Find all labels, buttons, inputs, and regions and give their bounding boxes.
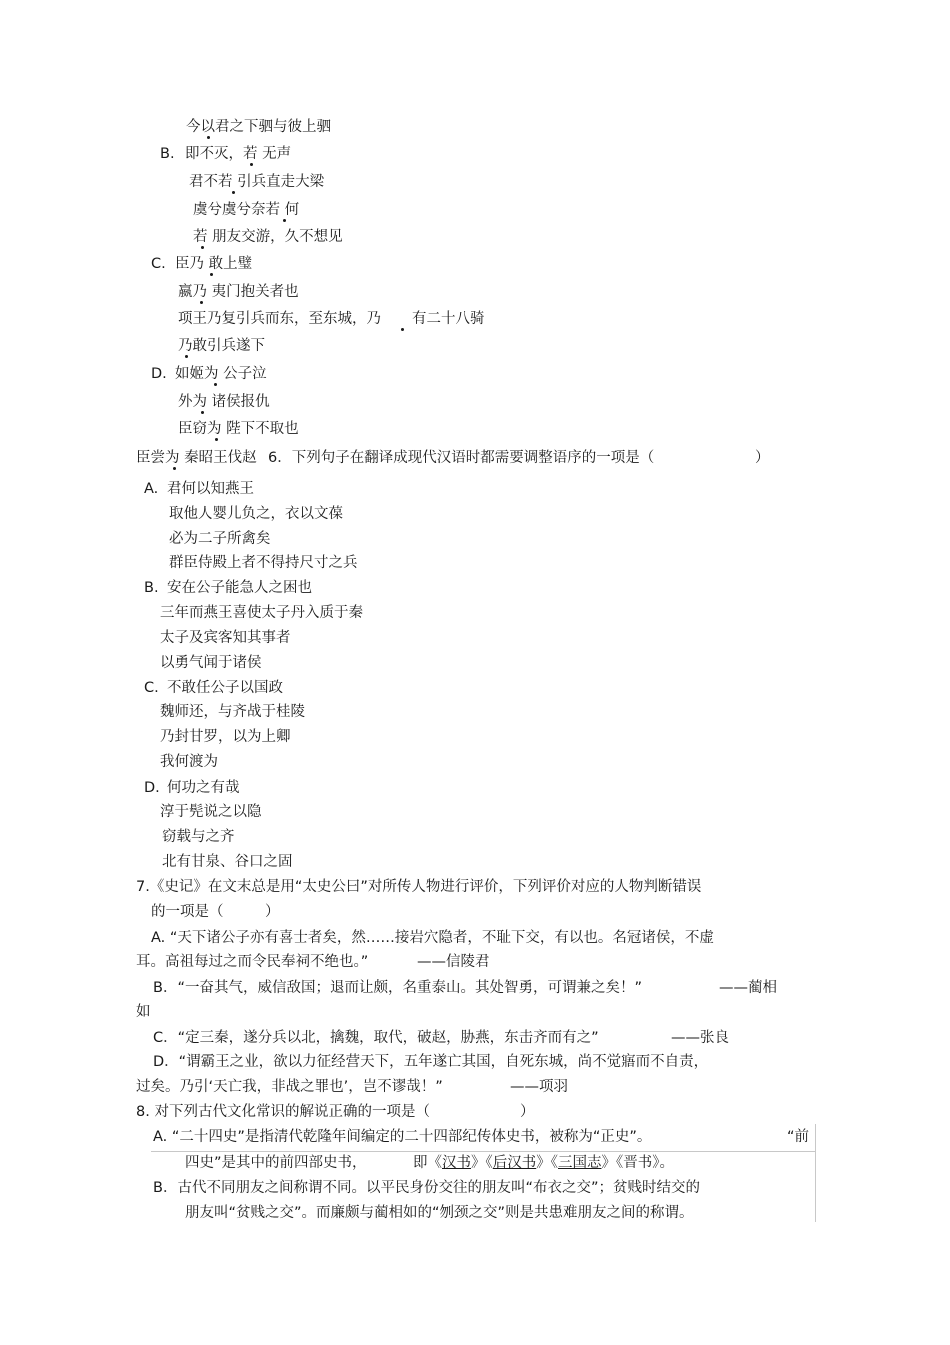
q7-stem-line1: 7.《史记》在文末总是用“太史公曰”对所传人物进行评价，下列评价对应的人物判断错误 xyxy=(136,879,702,895)
q8-books-suffix: 》《晋书》。 xyxy=(601,1155,674,1171)
emphasis-dot xyxy=(201,246,204,249)
q7-option-d-line1: D．“谓霸王之业，欲以力征经营天下，五年遂亡其国，自死东城，尚不觉寤而不自责， xyxy=(153,1054,709,1070)
q8-option-a-books xyxy=(413,1153,674,1173)
q7-option-a-line1: A. “天下诸公子亦有喜士者矣，然……接岩穴隐者，不耻下交，有以也。名冠诸侯，不虚 xyxy=(151,930,714,946)
emphasis-dot xyxy=(201,411,204,414)
emphasis-dot xyxy=(283,219,286,222)
q7-option-b-person: ——蔺相 xyxy=(719,980,777,996)
emphasis-dot xyxy=(173,467,176,470)
q7-option-c-person: ——张良 xyxy=(671,1030,729,1046)
q6-option-c-line3: 乃封甘罗，以为上卿 xyxy=(160,729,291,745)
q7-option-a-line2: 耳。高祖每过之而令民奉祠不绝也。” xyxy=(136,954,369,970)
q7-option-c-line1: C．“定三秦，遂分兵以北，擒魏，取代，破赵，胁燕，东击齐而有之” xyxy=(153,1030,599,1046)
q6-option-c-line2: 魏师还，与齐战于桂陵 xyxy=(160,704,305,720)
q6-option-b-line2: 三年而燕王喜使太子丹入质于秦 xyxy=(160,605,363,621)
q6-option-d-line1: 何功之有哉 xyxy=(167,780,240,796)
q5-option-c-line3b: 有二十八骑 xyxy=(412,311,485,327)
q6-option-d-line4: 北有甘泉、谷口之固 xyxy=(162,854,293,870)
q6-option-a-line3: 必为二子所禽矣 xyxy=(169,531,271,547)
q6-option-d-line2: 淳于髡说之以隐 xyxy=(160,804,262,820)
q8-option-a-line2: 四史”是其中的前四部史书， xyxy=(185,1155,367,1171)
book-hanshu: 汉书 xyxy=(442,1155,471,1171)
emphasis-dot xyxy=(185,355,188,358)
q5-option-c-line1: 臣乃 敢上璧 xyxy=(175,256,253,272)
emphasis-dot xyxy=(401,328,404,331)
book-houhanshu: 后汉书 xyxy=(492,1155,537,1171)
q6-option-c-line4: 我何渡为 xyxy=(160,754,218,770)
q5-option-c-line4: 乃敢引兵遂下 xyxy=(178,338,265,354)
q6-option-a-label: A. xyxy=(144,481,159,497)
q7-option-b-line1: B．“一奋其气，威信敌国；退而让颇，名重泰山。其处智勇，可谓兼之矣！” xyxy=(153,980,642,996)
q6-option-d-line3: 窃载与之齐 xyxy=(162,829,235,845)
q5-option-d-line3: 臣窃为 陛下不取也 xyxy=(178,421,299,437)
q5-option-d-line2: 外为 诸侯报仇 xyxy=(178,394,270,410)
book-sanguozhi: 三国志 xyxy=(558,1155,602,1171)
q8-stem-paren-close: ） xyxy=(520,1104,535,1120)
q6-option-c-label: C. xyxy=(144,680,159,696)
q7-option-b-line2: 如 xyxy=(136,1004,151,1020)
q8-books-sep1: 》《 xyxy=(471,1155,493,1171)
emphasis-dot xyxy=(250,163,253,166)
q5-option-d-line4: 臣尝为 秦昭王伐赵 xyxy=(136,450,257,466)
emphasis-dot xyxy=(232,191,235,194)
q5-option-c-label: C. xyxy=(151,256,166,272)
q6-option-a-line2: 取他人婴儿负之，衣以文葆 xyxy=(169,506,343,522)
emphasis-dot xyxy=(200,301,203,304)
q5-option-b-line2: 君不若 引兵直走大梁 xyxy=(189,174,325,190)
q7-stem-line2: 的一项是（ xyxy=(151,904,224,920)
q8-books-sep2: 》《 xyxy=(536,1155,558,1171)
q5-option-b-line1: 即不灭，若 无声 xyxy=(185,146,292,162)
q5-option-d-label: D. xyxy=(151,366,167,382)
q6-paren-close: ） xyxy=(755,450,770,466)
q6-option-a-line1: 君何以知燕王 xyxy=(167,481,254,497)
q5-option-b-line3: 虞兮虞兮奈若 何 xyxy=(193,202,300,218)
emphasis-dot xyxy=(214,383,217,386)
emphasis-dot xyxy=(215,438,218,441)
q7-option-a-person: ——信陵君 xyxy=(417,954,490,970)
q6-option-a-line4: 群臣侍殿上者不得持尺寸之兵 xyxy=(169,555,358,571)
q6-stem: 6．下列句子在翻译成现代汉语时都需要调整语序的一项是（ xyxy=(268,450,655,466)
q5-option-b-label: B. xyxy=(160,146,175,162)
q8-option-a-line1: A. “二十四史”是指清代乾隆年间编定的二十四部纪传体史书，被称为“正史”。 xyxy=(153,1129,652,1145)
q8-option-a-line1-end: “前 xyxy=(787,1129,810,1145)
q5-option-a-line4: 今以君之下驷与彼上驷 xyxy=(186,119,331,135)
q6-option-c-line1: 不敢任公子以国政 xyxy=(167,680,283,696)
q5-option-d-line1: 如姬为 公子泣 xyxy=(175,366,267,382)
q6-option-b-label: B. xyxy=(144,580,159,596)
q7-option-d-person: ——项羽 xyxy=(510,1079,568,1095)
q6-option-b-line1: 安在公子能急人之困也 xyxy=(167,580,312,596)
q8-option-b-line1: B．古代不同朋友之间称谓不同。以平民身份交往的朋友叫“布衣之交”；贫贱时结交的 xyxy=(153,1180,700,1196)
q6-option-d-label: D. xyxy=(144,780,160,796)
emphasis-dot xyxy=(207,136,210,139)
table-border-top xyxy=(151,1151,816,1152)
q8-stem: 8. 对下列古代文化常识的解说正确的一项是（ xyxy=(136,1104,430,1120)
q5-option-c-line3a: 项王乃复引兵而东，至东城，乃 xyxy=(178,311,381,327)
q6-option-b-line4: 以勇气闻于诸侯 xyxy=(160,655,262,671)
q8-option-b-line2: 朋友叫“贫贱之交”。而廉颇与蔺相如的“刎颈之交”则是共患难朋友之间的称谓。 xyxy=(185,1205,694,1221)
q8-books-prefix: 即《 xyxy=(413,1155,442,1171)
emphasis-dot xyxy=(210,273,213,276)
q7-option-d-line2: 过矣。乃引‘天亡我，非战之罪也’，岂不谬哉！” xyxy=(136,1079,443,1095)
q5-option-b-line4: 若 朋友交游，久不想见 xyxy=(193,229,343,245)
q5-option-c-line2: 嬴乃 夷门抱关者也 xyxy=(178,284,299,300)
q6-option-b-line3: 太子及宾客知其事者 xyxy=(160,630,291,646)
table-border-right xyxy=(815,1124,816,1222)
q7-stem-paren-close: ） xyxy=(265,904,280,920)
